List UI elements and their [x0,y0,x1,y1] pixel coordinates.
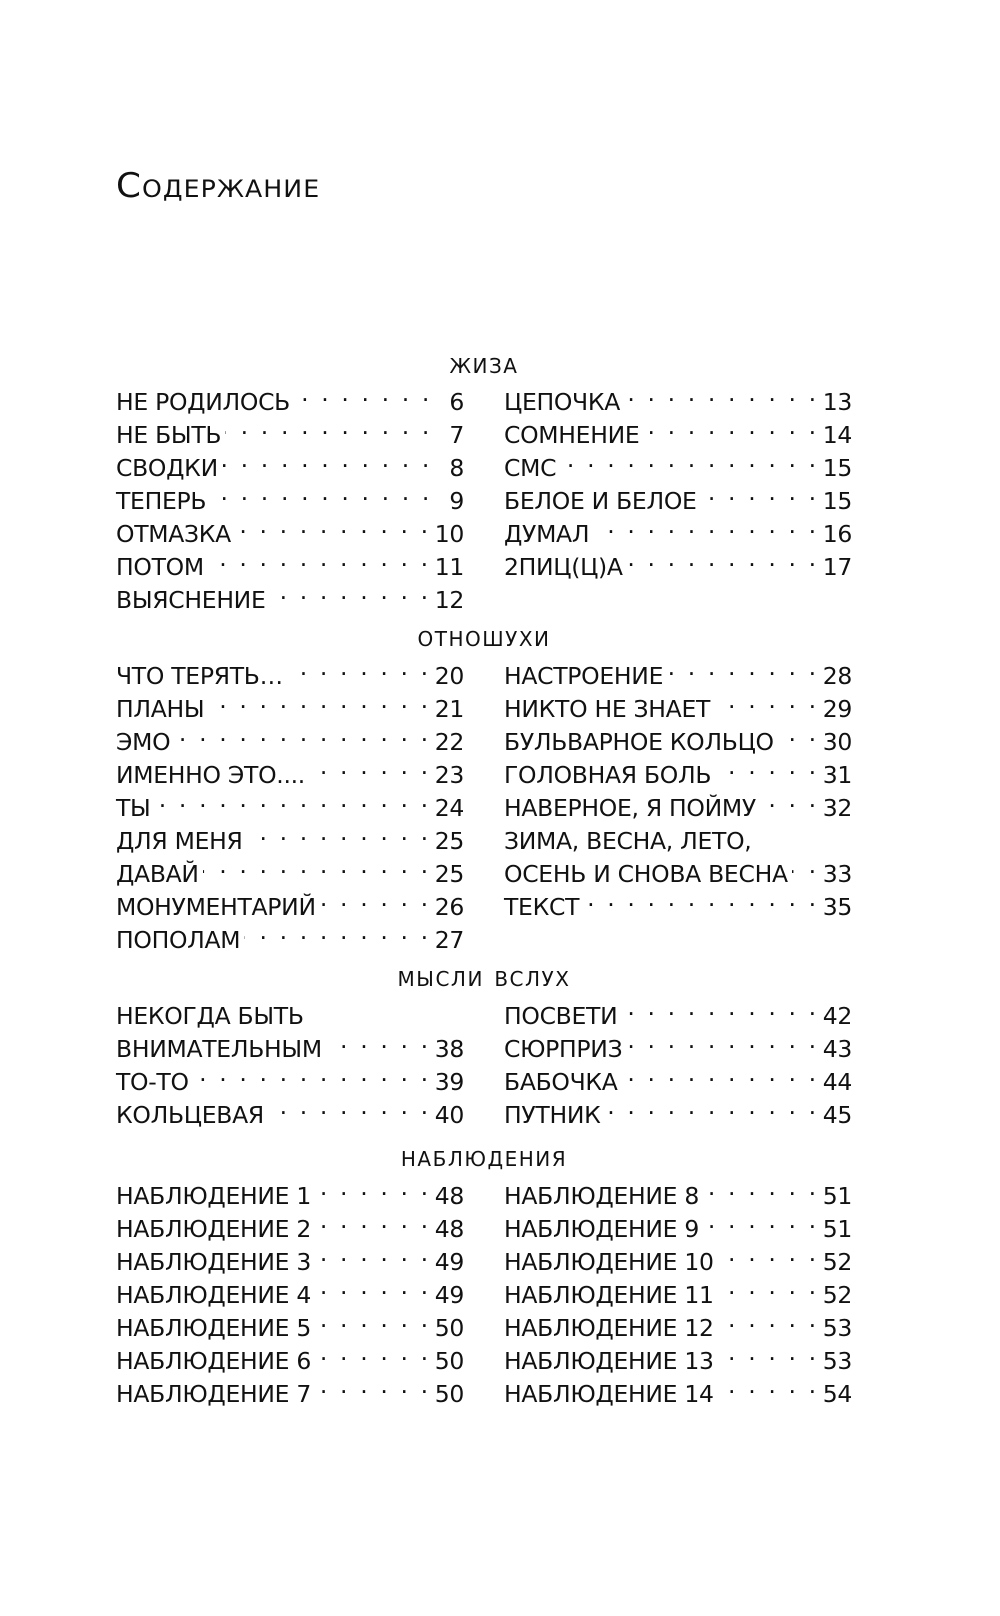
dot-leader [622,1057,819,1090]
toc-entry-page-number: 38 [434,1035,464,1063]
toc-entry-page-number: 6 [449,388,464,416]
toc-entry-page-number: 35 [822,893,852,921]
toc-entry-label: ТЕКСТ [504,893,580,921]
toc-entry-label: НАБЛЮДЕНИЕ 12 [504,1314,714,1342]
toc-entry-label: НАБЛЮДЕНИЕ 2 [116,1215,312,1243]
dot-leader [701,476,819,509]
toc-entry-page-number: 25 [434,860,464,888]
dot-leader [308,991,432,1024]
toc-entry-label: ПОСВЕТИ [504,1002,618,1030]
dot-leader [560,443,818,476]
dot-leader [778,717,819,750]
toc-entry-page-number: 33 [822,860,852,888]
toc-entry-page-number: 28 [822,662,852,690]
toc-entry-page-number: 11 [434,553,464,581]
dot-leader [315,1270,431,1303]
toc-entry-label: ДАВАЙ [116,860,199,888]
dot-leader [627,542,819,575]
toc-entry-page-number: 49 [434,1281,464,1309]
toc-entry-label: НАБЛЮДЕНИЕ 1 [116,1182,312,1210]
toc-entry-label: СМС [504,454,557,482]
toc-entry-label: ВЫЯСНЕНИЕ [116,586,266,614]
dot-leader [703,1204,819,1237]
dot-leader [703,1171,819,1204]
dot-leader [155,783,431,816]
dot-leader [583,882,819,915]
dot-leader [624,377,819,410]
toc-entry-page-number: 50 [434,1314,464,1342]
toc-entry-page-number: 52 [822,1248,852,1276]
toc-entry-label: ТЕПЕРЬ [116,487,207,515]
toc-entry-page-number: 9 [449,487,464,515]
toc-entry-label: ЗИМА, ВЕСНА, ЛЕТО, [504,827,752,855]
toc-entry-label: НАБЛЮДЕНИЕ 9 [504,1215,700,1243]
page-title: Содержание [116,166,321,206]
dot-leader [718,1237,819,1270]
toc-entry-label: НЕ РОДИЛОСЬ [116,388,290,416]
toc-entry-page-number: 44 [822,1068,852,1096]
toc-entry-page-number: 40 [434,1101,464,1129]
toc-entry-page-number: 27 [434,926,464,954]
toc-entry-page-number: 50 [434,1347,464,1375]
toc-column-left [116,1171,464,1408]
toc-entry-label: ТО-ТО [116,1068,189,1096]
dot-leader [244,915,430,948]
toc-entry-label: НАСТРОЕНИЕ [504,662,664,690]
toc-entry-page-number: 53 [822,1314,852,1342]
dot-leader [315,1336,431,1369]
toc-entry-label: СОМНЕНИЕ [504,421,640,449]
toc-entry [116,991,464,1030]
toc-entry-page-number: 49 [434,1248,464,1276]
toc-entry-page-number: 48 [434,1215,464,1243]
toc-entry-label: НАБЛЮДЕНИЕ 5 [116,1314,312,1342]
toc-column-left [116,377,464,614]
dot-leader [760,783,819,816]
dot-leader [315,1204,431,1237]
toc-entry-label: ОТМАЗКА [116,520,231,548]
toc-entry [116,377,464,416]
toc-entry-page-number: 23 [434,761,464,789]
toc-entry-page-number: 48 [434,1182,464,1210]
toc-entry-label: ДЛЯ МЕНЯ [116,827,243,855]
dot-leader [604,1090,818,1123]
toc-entry-page-number: 25 [434,827,464,855]
toc-entry-label: СЮРПРИЗ [504,1035,623,1063]
dot-leader [208,542,431,575]
toc-entry-label: НАБЛЮДЕНИЕ 7 [116,1380,312,1408]
toc-entry-page-number: 32 [822,794,852,822]
toc-entry-label: НАБЛЮДЕНИЕ 10 [504,1248,714,1276]
dot-leader [326,1024,431,1057]
dot-leader [718,1369,819,1402]
toc-entry-label: БЕЛОЕ И БЕЛОЕ [504,487,697,515]
toc-entry [116,816,464,855]
toc-entry-page-number: 20 [434,662,464,690]
dot-leader [320,882,431,915]
toc-entry-label: СВОДКИ [116,454,218,482]
toc-entry-label: НАВЕРНОЕ, Я ПОЙМУ [504,794,756,822]
toc-entry-label: НАБЛЮДЕНИЕ 6 [116,1347,312,1375]
toc-column-right [504,377,852,581]
toc-entry-label: ВНИМАТЕЛЬНЫМ [116,1035,322,1063]
dot-leader [593,509,818,542]
toc-entry-page-number: 8 [449,454,464,482]
toc-entry-page-number: 53 [822,1347,852,1375]
toc-entry-page-number: 29 [822,695,852,723]
toc-entry-page-number: 7 [449,421,464,449]
dot-leader [315,1171,431,1204]
toc-column-right [504,651,852,921]
toc-column-right [504,991,852,1129]
toc-column-right [504,1171,852,1408]
toc-entry-page-number: 39 [434,1068,464,1096]
dot-leader [718,1303,819,1336]
toc-entry-label: ЭМО [116,728,171,756]
dot-leader [315,1303,431,1336]
dot-leader [222,443,432,476]
toc-entry-page-number: 16 [822,520,852,548]
dot-leader [203,849,431,882]
toc-entry-label: ПОПОЛАМ [116,926,241,954]
dot-leader [247,816,431,849]
dot-leader [193,1057,431,1090]
toc-entry-label: НАБЛЮДЕНИЕ 8 [504,1182,700,1210]
toc-entry-page-number: 50 [434,1380,464,1408]
toc-entry-label: НАБЛЮДЕНИЕ 11 [504,1281,714,1309]
toc-entry [504,991,852,1030]
toc-entry-page-number: 22 [434,728,464,756]
toc-entry-page-number: 15 [822,487,852,515]
toc-entry-label: МОНУМЕНТАРИЙ [116,893,316,921]
toc-entry-page-number: 51 [822,1215,852,1243]
dot-leader [718,1336,819,1369]
toc-entry-label: НАБЛЮДЕНИЕ 3 [116,1248,312,1276]
dot-leader [315,1237,431,1270]
toc-entry-page-number: 14 [822,421,852,449]
toc-entry-page-number: 42 [822,1002,852,1030]
toc-entry [116,1171,464,1210]
toc-entry-label: КОЛЬЦЕВАЯ [116,1101,264,1129]
toc-entry [504,377,852,416]
toc-entry-page-number: 17 [822,553,852,581]
toc-entry-page-number: 45 [822,1101,852,1129]
dot-leader [621,991,818,1024]
toc-entry-label: ПОТОМ [116,553,204,581]
dot-leader [225,410,432,443]
toc-entry-label: ИМЕННО ЭТО.... [116,761,305,789]
toc-entry [116,783,464,822]
toc-entry-label: ЧТО ТЕРЯТЬ… [116,662,283,690]
dot-leader [792,849,819,882]
dot-leader [210,476,432,509]
toc-entry [504,651,852,690]
toc-entry-label: ЦЕПОЧКА [504,388,621,416]
toc-entry-page-number: 51 [822,1182,852,1210]
toc-entry-label: БАБОЧКА [504,1068,618,1096]
toc-column-left [116,991,464,1129]
toc-entry-label: ПЛАНЫ [116,695,205,723]
dot-leader [718,1270,819,1303]
dot-leader [268,1090,431,1123]
toc-entry-label: НИКТО НЕ ЗНАЕТ [504,695,711,723]
toc-entry [116,651,464,690]
toc-entry-label: ТЫ [116,794,151,822]
toc-entry-page-number: 43 [822,1035,852,1063]
toc-entry-page-number: 30 [822,728,852,756]
toc-entry-label: ДУМАЛ [504,520,590,548]
toc-entry-label: НАБЛЮДЕНИЕ 4 [116,1281,312,1309]
dot-leader [287,651,431,684]
toc-entry-page-number: 21 [434,695,464,723]
toc-entry-page-number: 31 [822,761,852,789]
toc-entry-label: ГОЛОВНАЯ БОЛЬ [504,761,712,789]
dot-leader [315,1369,431,1402]
dot-leader [715,750,819,783]
toc-entry-label: БУЛЬВАРНОЕ КОЛЬЦО [504,728,774,756]
toc-entry [504,1171,852,1210]
dot-leader [714,684,819,717]
toc-entry-page-number: 15 [822,454,852,482]
toc-entry-label: 2ПИЦ(Ц)А [504,553,623,581]
toc-entry-label: НЕ БЫТЬ [116,421,222,449]
dot-leader [643,410,818,443]
toc-entry-page-number: 10 [434,520,464,548]
toc-entry-label: НАБЛЮДЕНИЕ 13 [504,1347,714,1375]
toc-entry-label: ОСЕНЬ И СНОВА ВЕСНА [504,860,788,888]
toc-entry-page-number: 54 [822,1380,852,1408]
toc-entry-label: ПУТНИК [504,1101,601,1129]
dot-leader [626,1024,818,1057]
dot-leader [667,651,819,684]
dot-leader [270,575,431,608]
toc-entry-page-number: 26 [434,893,464,921]
section-title: отношухи [417,620,551,653]
dot-leader [755,816,820,849]
dot-leader [208,684,430,717]
toc-entry-page-number: 52 [822,1281,852,1309]
toc-entry-label: НАБЛЮДЕНИЕ 14 [504,1380,714,1408]
dot-leader [309,750,431,783]
section-title: жиза [449,347,519,380]
section-title: наблюдения [400,1140,568,1173]
toc-entry-page-number: 24 [434,794,464,822]
dot-leader [174,717,430,750]
toc-column-left [116,651,464,954]
toc-entry-label: НЕКОГДА БЫТЬ [116,1002,304,1030]
dot-leader [235,509,431,542]
toc-entry-page-number: 13 [822,388,852,416]
section-title: мысли вслух [397,960,571,993]
toc-entry-page-number: 12 [434,586,464,614]
dot-leader [294,377,432,410]
